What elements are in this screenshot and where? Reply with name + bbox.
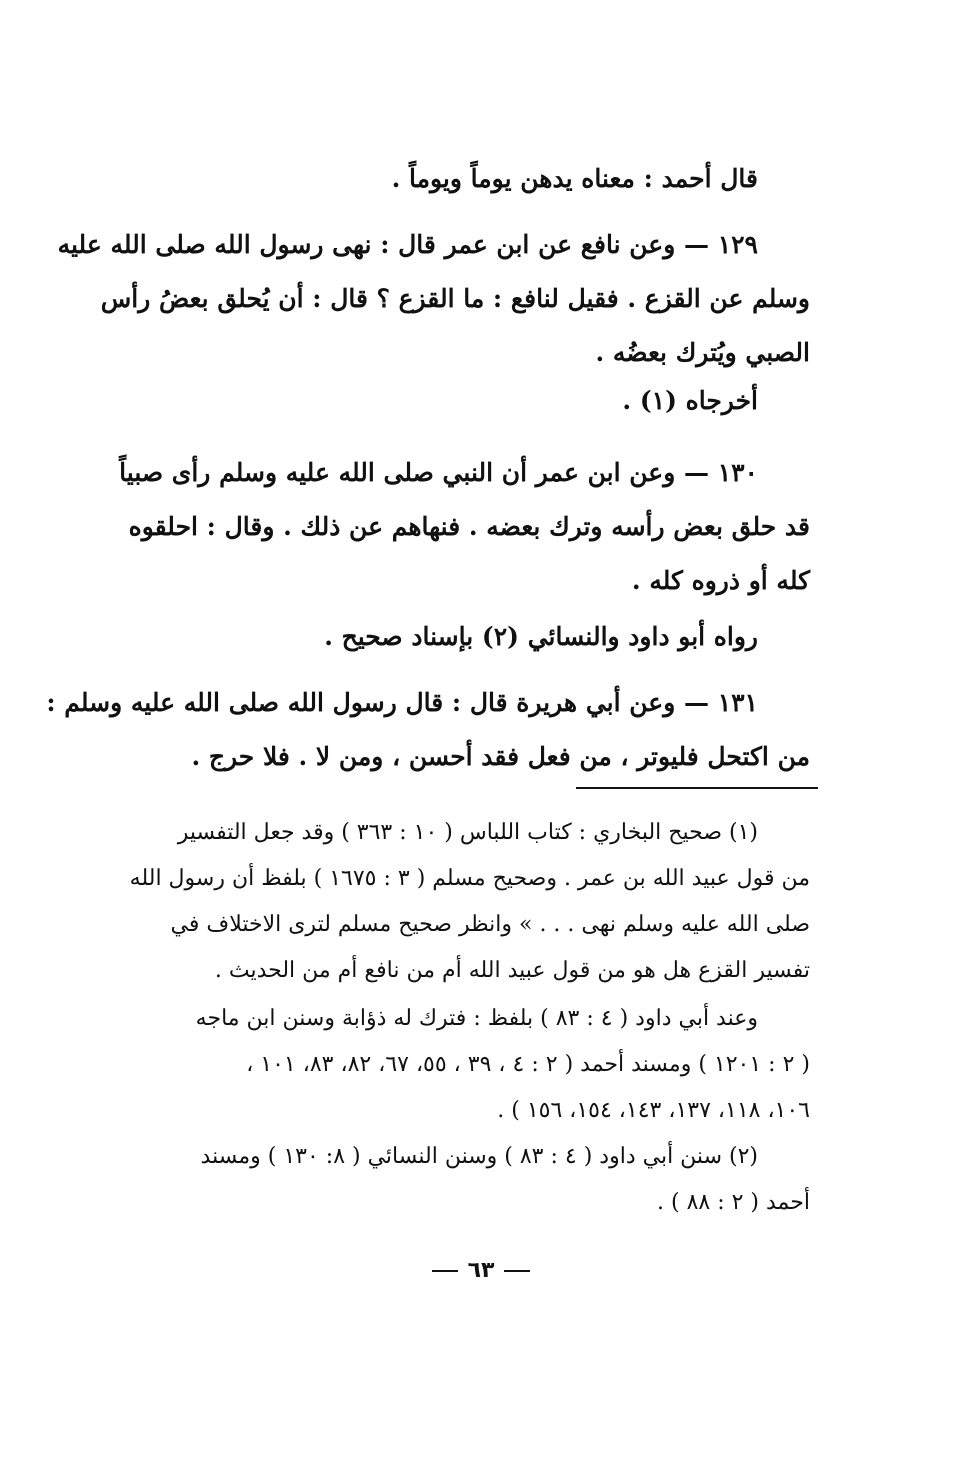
text-line: ١٣١ — وعن أبي هريرة قال : قال رسول الله صلى الله عليه وسلم : (46, 688, 758, 717)
page-number-text: ٦٣ (467, 1258, 495, 1283)
text-line: كله أو ذروه كله . (631, 566, 810, 595)
text-line: الصبي ويُترك بعضُه . (595, 338, 810, 367)
text-line: وسلم عن القزع . فقيل لنافع : ما القزع ؟ قال : أن يُحلق بعضُ رأس (100, 284, 810, 313)
footnote-1-continued (158, 996, 810, 1134)
text-line: قال أحمد : معناه يدهن يوماً ويوماً . (391, 164, 758, 193)
text-line: ١٢٩ — وعن نافع عن ابن عمر قال : نهى رسول الله صلى الله عليه (57, 230, 758, 259)
text-line: ١٣٠ — وعن ابن عمر أن النبي صلى الله عليه وسلم رأى صبياً (119, 458, 758, 487)
text-line: أخرجاه (١) . (622, 386, 758, 415)
text-line: وعند أبي داود ( ٤ : ٨٣ ) بلفظ : فترك له ذؤابة وسنن ابن ماجه (195, 1006, 758, 1031)
footnote-1 (129, 810, 810, 994)
intro-paragraph (158, 152, 810, 206)
text-line: قد حلق بعض رأسه وترك بعضه . فنهاهم عن ذلك . وقال : احلقوه (128, 512, 810, 541)
footnote-separator (576, 787, 818, 789)
text-line: من اكتحل فليوتر ، من فعل فقد أحسن ، ومن لا . فلا حرج . (191, 742, 810, 771)
text-line: أحمد ( ٢ : ٨٨ ) . (657, 1190, 810, 1215)
hadith-130 (119, 446, 810, 608)
footnote-2 (158, 1134, 810, 1226)
dash-right (432, 1270, 458, 1272)
dash-left (504, 1270, 530, 1272)
text-line: ١٠٦، ١١٨، ١٣٧، ١٤٣، ١٥٤، ١٥٦ ) . (497, 1098, 810, 1123)
text-line: صلى الله عليه وسلم نهى . . . » وانظر صحيح مسلم لترى الاختلاف في (170, 912, 810, 937)
hadith-130-source (158, 610, 810, 664)
hadith-129-source (158, 374, 810, 428)
hadith-131 (46, 676, 810, 784)
text-line: (٢) سنن أبي داود ( ٤ : ٨٣ ) وسنن النسائي ( ٨: ١٣٠ ) ومسند (200, 1144, 758, 1169)
text-line: رواه أبو داود والنسائي (٢) بإسناد صحيح . (324, 622, 758, 651)
page-number (0, 1258, 962, 1283)
text-line: ( ٢ : ١٢٠١ ) ومسند أحمد ( ٢ : ٤ ، ٣٩ ، ٥٥، ٦٧، ٨٢، ٨٣، ١٠١ ، (246, 1052, 810, 1077)
hadith-129 (57, 218, 810, 380)
text-line: (١) صحيح البخاري : كتاب اللباس ( ١٠ : ٣٦٣ ) وقد جعل التفسير (177, 820, 758, 845)
text-line: من قول عبيد الله بن عمر . وصحيح مسلم ( ٣ : ١٦٧٥ ) بلفظ أن رسول الله (129, 866, 810, 891)
text-line: تفسير القزع هل هو من قول عبيد الله أم من نافع أم من الحديث . (214, 958, 810, 983)
